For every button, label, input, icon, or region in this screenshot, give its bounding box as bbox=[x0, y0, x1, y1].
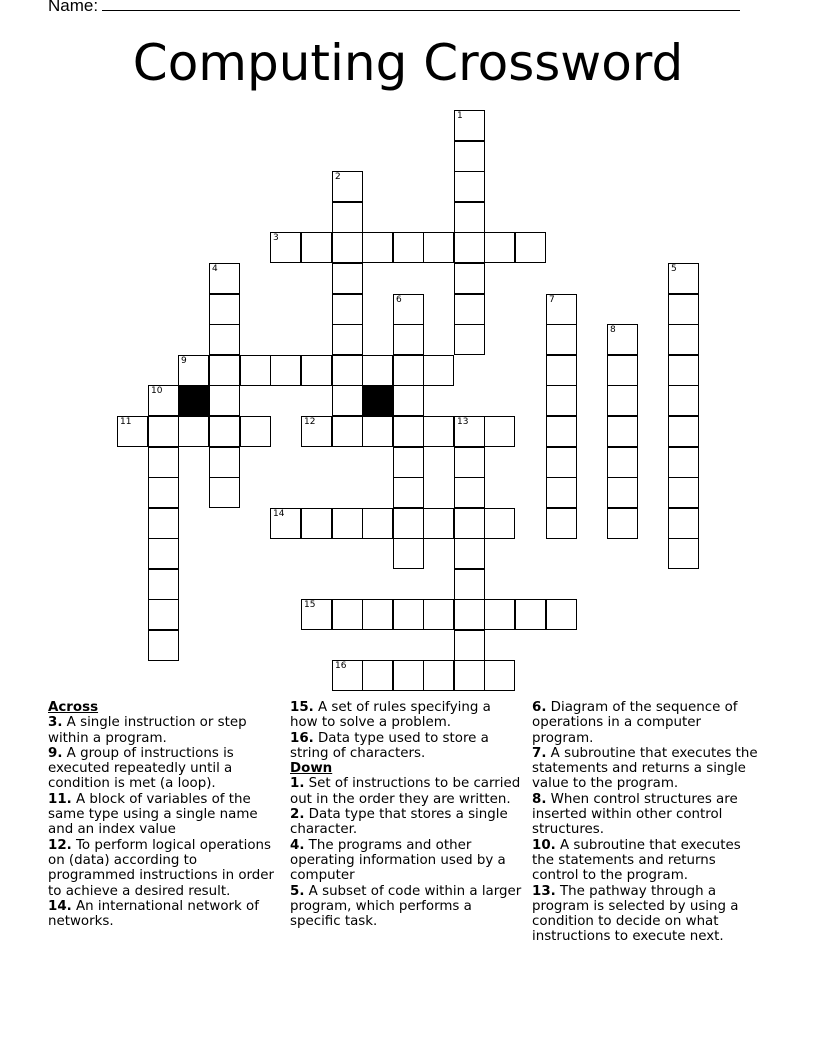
clue-text: Diagram of the sequence of operations in a computer program. bbox=[532, 700, 738, 746]
crossword-cell[interactable] bbox=[209, 294, 240, 325]
crossword-cell[interactable] bbox=[209, 355, 240, 386]
clue-text: A subroutine that executes the statements and returns control to the program. bbox=[532, 837, 741, 884]
crossword-cell[interactable] bbox=[454, 324, 485, 355]
clue-item bbox=[290, 731, 522, 762]
clue-number: 1 bbox=[457, 111, 463, 121]
crossword-cell[interactable] bbox=[423, 355, 454, 386]
crossword-cell[interactable] bbox=[362, 599, 393, 630]
crossword-cell[interactable] bbox=[301, 355, 332, 386]
crossword-cell[interactable] bbox=[270, 355, 301, 386]
crossword-cell[interactable] bbox=[423, 232, 454, 263]
crossword-cell[interactable] bbox=[546, 385, 577, 416]
crossword-cell[interactable] bbox=[607, 416, 638, 447]
clue-number: 8 bbox=[610, 325, 616, 335]
clue-text: A subset of code within a larger program, which performs a specific task. bbox=[290, 883, 522, 930]
crossword-cell[interactable] bbox=[484, 508, 515, 539]
crossword-cell[interactable] bbox=[668, 508, 699, 539]
clue-number: 2. bbox=[290, 807, 305, 823]
clue-number: 10. bbox=[532, 837, 556, 853]
crossword-cell[interactable] bbox=[362, 416, 393, 447]
crossword-cell[interactable] bbox=[668, 416, 699, 447]
crossword-cell[interactable] bbox=[454, 569, 485, 600]
clue-text: A set of rules specifying a how to solve a problem. bbox=[290, 700, 491, 731]
crossword-cell[interactable] bbox=[270, 508, 301, 539]
clue-number: 14 bbox=[273, 509, 285, 519]
blocked-cell bbox=[178, 385, 209, 416]
clue-item bbox=[290, 838, 522, 884]
clue-number: 1. bbox=[290, 776, 305, 792]
crossword-cell[interactable] bbox=[393, 232, 424, 263]
crossword-cell[interactable] bbox=[301, 599, 332, 630]
clue-number: 4. bbox=[290, 837, 305, 853]
crossword-cell[interactable] bbox=[454, 171, 485, 202]
clue-number: 10 bbox=[151, 386, 163, 396]
crossword-cell[interactable] bbox=[607, 447, 638, 478]
clue-text: The pathway through a program is selected by using a condition to decide on what instructions to execute next. bbox=[532, 883, 739, 945]
clue-text: A block of variables of the same type using a single name and an index value bbox=[48, 791, 258, 838]
clue-item bbox=[48, 715, 280, 746]
clue-item bbox=[290, 776, 522, 807]
crossword-cell[interactable] bbox=[393, 508, 424, 539]
clue-item bbox=[532, 746, 764, 792]
crossword-cell[interactable] bbox=[454, 630, 485, 661]
crossword-cell[interactable] bbox=[546, 477, 577, 508]
clue-number: 2 bbox=[335, 172, 341, 182]
clue-item bbox=[48, 838, 280, 899]
crossword-cell[interactable] bbox=[362, 508, 393, 539]
crossword-cell[interactable] bbox=[332, 508, 363, 539]
crossword-cell[interactable] bbox=[362, 660, 393, 691]
clue-number: 13. bbox=[532, 883, 556, 899]
crossword-cell[interactable] bbox=[454, 141, 485, 172]
crossword-cell[interactable] bbox=[209, 263, 240, 294]
crossword-cell[interactable] bbox=[393, 294, 424, 325]
crossword-cell[interactable] bbox=[393, 385, 424, 416]
crossword-cell[interactable] bbox=[332, 385, 363, 416]
clue-item bbox=[532, 700, 764, 746]
crossword-cell[interactable] bbox=[607, 324, 638, 355]
crossword-cell[interactable] bbox=[454, 232, 485, 263]
crossword-cell[interactable] bbox=[546, 294, 577, 325]
blocked-cell bbox=[362, 385, 393, 416]
crossword-cell[interactable] bbox=[454, 447, 485, 478]
crossword-cell[interactable] bbox=[332, 232, 363, 263]
crossword-cell[interactable] bbox=[668, 263, 699, 294]
clue-number: 7 bbox=[549, 295, 555, 305]
crossword-cell[interactable] bbox=[332, 416, 363, 447]
crossword-cell[interactable] bbox=[148, 508, 179, 539]
crossword-cell[interactable] bbox=[607, 385, 638, 416]
clue-number: 9. bbox=[48, 745, 63, 761]
clue-text: A single instruction or step within a program. bbox=[48, 715, 247, 746]
down-heading: Down bbox=[290, 761, 333, 777]
clue-item bbox=[48, 792, 280, 838]
crossword-cell[interactable] bbox=[362, 232, 393, 263]
clue-number: 15. bbox=[290, 700, 314, 715]
crossword-cell[interactable] bbox=[454, 660, 485, 691]
crossword-cell[interactable] bbox=[668, 447, 699, 478]
clue-number: 14. bbox=[48, 898, 72, 914]
crossword-cell[interactable] bbox=[240, 416, 271, 447]
crossword-cell[interactable] bbox=[362, 355, 393, 386]
clue-number: 5 bbox=[671, 264, 677, 274]
crossword-cell[interactable] bbox=[148, 630, 179, 661]
crossword-cell[interactable] bbox=[484, 416, 515, 447]
crossword-cell[interactable] bbox=[423, 508, 454, 539]
crossword-cell[interactable] bbox=[393, 477, 424, 508]
crossword-cell[interactable] bbox=[423, 599, 454, 630]
crossword-cell[interactable] bbox=[332, 355, 363, 386]
crossword-cell[interactable] bbox=[546, 508, 577, 539]
crossword-cell[interactable] bbox=[209, 385, 240, 416]
crossword-cell[interactable] bbox=[393, 355, 424, 386]
crossword-cell[interactable] bbox=[515, 232, 546, 263]
clue-text: An international network of networks. bbox=[48, 898, 259, 930]
crossword-cell[interactable] bbox=[393, 447, 424, 478]
clue-text: The programs and other operating information used by a computer bbox=[290, 837, 506, 884]
clue-item bbox=[290, 807, 522, 838]
crossword-cell[interactable] bbox=[454, 508, 485, 539]
crossword-cell[interactable] bbox=[393, 538, 424, 569]
crossword-cell[interactable] bbox=[148, 599, 179, 630]
clue-number: 4 bbox=[212, 264, 218, 274]
crossword-cell[interactable] bbox=[668, 324, 699, 355]
crossword-cell[interactable] bbox=[484, 660, 515, 691]
name-label: Name: bbox=[48, 0, 99, 15]
crossword-cell[interactable] bbox=[454, 538, 485, 569]
crossword-cell[interactable] bbox=[546, 324, 577, 355]
crossword-cell[interactable] bbox=[148, 447, 179, 478]
clue-item bbox=[532, 792, 764, 838]
clue-number: 8. bbox=[532, 791, 547, 807]
clue-number: 13 bbox=[457, 417, 469, 427]
crossword-cell[interactable] bbox=[668, 477, 699, 508]
clue-text: Data type used to store a string of characters. bbox=[290, 730, 489, 761]
crossword-cell[interactable] bbox=[668, 385, 699, 416]
clue-number: 16. bbox=[290, 730, 314, 746]
clue-number: 7. bbox=[532, 745, 547, 761]
across-heading: Across bbox=[48, 700, 99, 715]
crossword-cell[interactable] bbox=[668, 294, 699, 325]
crossword-cell[interactable] bbox=[209, 324, 240, 355]
clue-number: 9 bbox=[181, 356, 187, 366]
clue-column bbox=[532, 700, 764, 945]
crossword-cell[interactable] bbox=[332, 171, 363, 202]
clue-number: 6. bbox=[532, 700, 547, 715]
crossword-cell[interactable] bbox=[484, 599, 515, 630]
crossword-cell[interactable] bbox=[209, 447, 240, 478]
crossword-cell[interactable] bbox=[546, 447, 577, 478]
clue-text: A group of instructions is executed repeatedly until a condition is met (a loop). bbox=[48, 745, 234, 792]
crossword-cell[interactable] bbox=[515, 599, 546, 630]
clue-text: To perform logical operations on (data) according to programmed instructions in order to achieve a desired result. bbox=[48, 837, 275, 899]
crossword-cell[interactable] bbox=[178, 416, 209, 447]
crossword-cell[interactable] bbox=[607, 508, 638, 539]
clue-text: Data type that stores a single character. bbox=[290, 807, 508, 838]
crossword-cell[interactable] bbox=[148, 538, 179, 569]
crossword-cell[interactable] bbox=[546, 355, 577, 386]
clue-number: 6 bbox=[396, 295, 402, 305]
crossword-cell[interactable] bbox=[148, 385, 179, 416]
crossword-cell[interactable] bbox=[240, 355, 271, 386]
crossword-cell[interactable] bbox=[393, 599, 424, 630]
clue-text: A subroutine that executes the statements and returns a single value to the program. bbox=[532, 745, 758, 792]
crossword-cell[interactable] bbox=[270, 232, 301, 263]
crossword-cell[interactable] bbox=[607, 355, 638, 386]
crossword-cell[interactable] bbox=[148, 569, 179, 600]
clue-number: 3. bbox=[48, 715, 63, 731]
crossword-cell[interactable] bbox=[209, 477, 240, 508]
clue-number: 15 bbox=[304, 600, 316, 610]
clue-number: 12. bbox=[48, 837, 72, 853]
clue-column bbox=[48, 700, 280, 929]
clue-number: 5. bbox=[290, 883, 305, 899]
clue-text: When control structures are inserted within other control structures. bbox=[532, 791, 738, 838]
crossword-cell[interactable] bbox=[607, 477, 638, 508]
clue-item bbox=[532, 838, 764, 884]
clue-number: 11 bbox=[120, 417, 132, 427]
clue-number: 12 bbox=[304, 417, 316, 427]
clue-item bbox=[290, 700, 522, 731]
clue-item bbox=[290, 884, 522, 930]
crossword-cell[interactable] bbox=[393, 324, 424, 355]
clue-item bbox=[48, 899, 280, 930]
clue-number: 16 bbox=[335, 661, 347, 671]
crossword-cell[interactable] bbox=[332, 263, 363, 294]
clue-number: 3 bbox=[273, 233, 279, 243]
clue-item bbox=[532, 884, 764, 945]
clue-item bbox=[48, 746, 280, 792]
crossword-cell[interactable] bbox=[668, 538, 699, 569]
clue-column bbox=[290, 700, 522, 929]
crossword-cell[interactable] bbox=[148, 477, 179, 508]
crossword-cell[interactable] bbox=[393, 416, 424, 447]
crossword-cell[interactable] bbox=[301, 508, 332, 539]
crossword-cell[interactable] bbox=[546, 416, 577, 447]
clue-text: Set of instructions to be carried out in the order they are written. bbox=[290, 776, 521, 807]
crossword-cell[interactable] bbox=[178, 355, 209, 386]
crossword-cell[interactable] bbox=[301, 416, 332, 447]
crossword-cell[interactable] bbox=[117, 416, 148, 447]
crossword-cell[interactable] bbox=[546, 599, 577, 630]
crossword-cell[interactable] bbox=[668, 355, 699, 386]
crossword-cell[interactable] bbox=[332, 599, 363, 630]
page-title: Computing Crossword bbox=[132, 34, 684, 92]
crossword-cell[interactable] bbox=[332, 324, 363, 355]
crossword-cell[interactable] bbox=[332, 202, 363, 233]
crossword-cell[interactable] bbox=[301, 232, 332, 263]
crossword-cell[interactable] bbox=[423, 416, 454, 447]
crossword-cell[interactable] bbox=[484, 232, 515, 263]
crossword-cell[interactable] bbox=[454, 477, 485, 508]
crossword-cell[interactable] bbox=[423, 660, 454, 691]
crossword-cell[interactable] bbox=[148, 416, 179, 447]
crossword-cell[interactable] bbox=[454, 294, 485, 325]
crossword-cell[interactable] bbox=[393, 660, 424, 691]
crossword-cell[interactable] bbox=[454, 599, 485, 630]
crossword-cell[interactable] bbox=[454, 202, 485, 233]
crossword-cell[interactable] bbox=[332, 294, 363, 325]
crossword-cell[interactable] bbox=[332, 660, 363, 691]
crossword-cell[interactable] bbox=[454, 263, 485, 294]
crossword-cell[interactable] bbox=[454, 416, 485, 447]
crossword-cell[interactable] bbox=[454, 110, 485, 141]
clue-number: 11. bbox=[48, 791, 72, 807]
crossword-cell[interactable] bbox=[209, 416, 240, 447]
